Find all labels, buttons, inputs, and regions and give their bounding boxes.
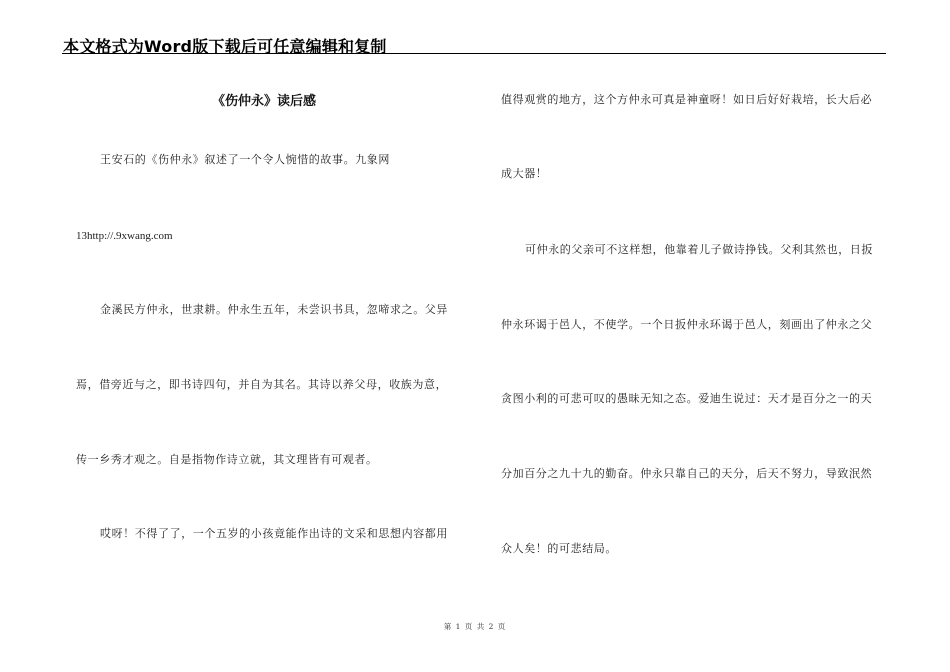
text-line: 哎呀！不得了了，一个五岁的小孩竟能作出诗的文采和思想内容都用 [100, 527, 448, 540]
text-line: 成大器！ [501, 167, 548, 180]
text-line: 13http://.9xwang.com [76, 230, 173, 242]
text-line: 贪图小利的可悲可叹的愚昧无知之态。爱迪生说过：天才是百分之一的天 [501, 392, 873, 405]
text-line: 传一乡秀才观之。自是指物作诗立就，其文理皆有可观者。 [76, 453, 378, 466]
text-line: 仲永环谒于邑人，不使学。一个日扳仲永环谒于邑人，刻画出了仲永之父 [501, 318, 873, 331]
text-line: 焉，借旁近与之，即书诗四句，并自为其名。其诗以养父母，收族为意， [76, 378, 448, 391]
text-line: 金溪民方仲永，世隶耕。仲永生五年，未尝识书具，忽啼求之。父异 [100, 303, 448, 316]
text-line: 分加百分之九十九的勤奋。仲永只靠自己的天分，后天不努力，导致泯然 [501, 467, 873, 480]
text-line: 可仲永的父亲可不这样想，他靠着儿子做诗挣钱。父利其然也，日扳 [525, 243, 873, 256]
header-rule [62, 53, 886, 54]
page-number: 第 1 页 共 2 页 [443, 622, 507, 631]
document-title: 《伤仲永》读后感 [212, 94, 317, 109]
text-line: 值得观赏的地方，这个方仲永可真是神童呀！如日后好好栽培，长大后必 [501, 93, 873, 106]
text-line: 众人矣！的可悲结局。 [501, 542, 617, 555]
text-line: 王安石的《伤仲永》叙述了一个令人惋惜的故事。九象网 [100, 153, 390, 166]
page-header-text: 本文格式为Word版下载后可任意编辑和复制 [63, 37, 387, 56]
